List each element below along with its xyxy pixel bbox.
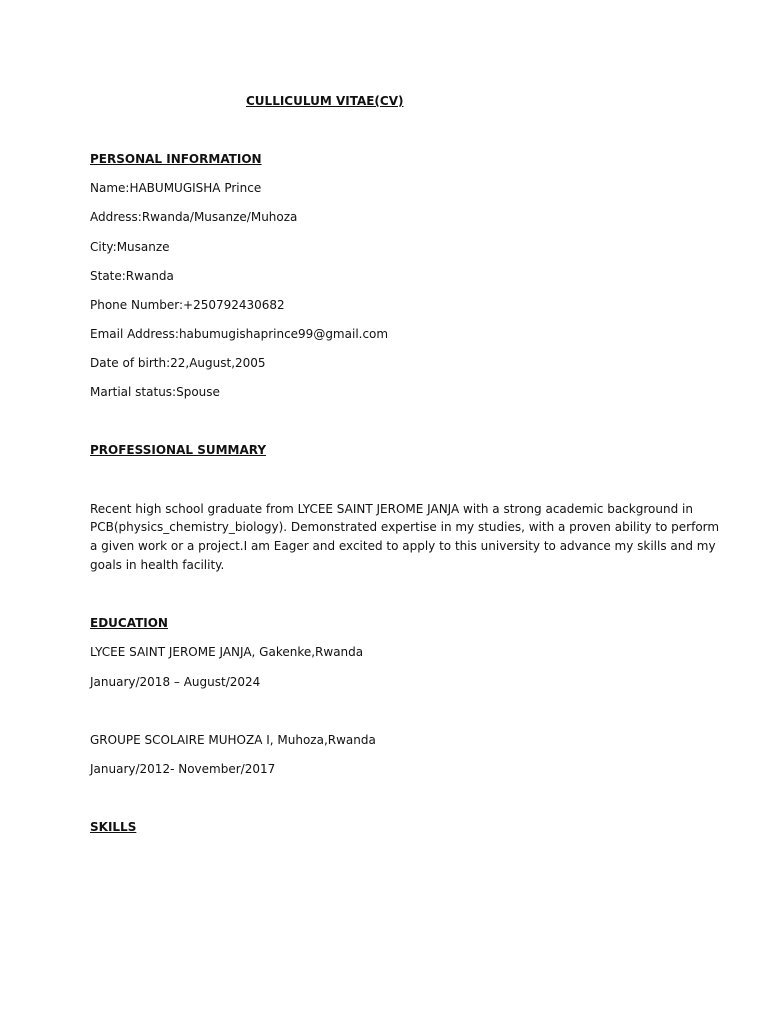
address-line: Address:Rwanda/Musanze/Muhoza — [90, 210, 298, 224]
education-dates: January/2012- November/2017 — [90, 762, 276, 776]
summary-line: Recent high school graduate from LYCEE SAINT JEROME JANJA with a strong academic background in — [90, 502, 693, 516]
personal-information-heading: PERSONAL INFORMATION — [90, 152, 262, 166]
summary-line: PCB(physics_chemistry_biology). Demonstrated expertise in my studies, with a proven ability to perform — [90, 520, 720, 534]
city-line: City:Musanze — [90, 240, 170, 254]
marital-status-line: Martial status:Spouse — [90, 385, 220, 399]
state-line: State:Rwanda — [90, 269, 174, 283]
dob-line: Date of birth:22,August,2005 — [90, 356, 266, 370]
education-school: LYCEE SAINT JEROME JANJA, Gakenke,Rwanda — [90, 645, 364, 659]
summary-line: a given work or a project.I am Eager and excited to apply to this university to advance my skills and my — [90, 539, 716, 553]
professional-summary-heading: PROFESSIONAL SUMMARY — [90, 443, 267, 457]
skills-heading: SKILLS — [90, 820, 137, 834]
phone-line: Phone Number:+250792430682 — [90, 298, 285, 312]
email-line: Email Address:habumugishaprince99@gmail.com — [90, 327, 389, 341]
education-school: GROUPE SCOLAIRE MUHOZA I, Muhoza,Rwanda — [90, 733, 376, 747]
name-line: Name:HABUMUGISHA Prince — [90, 181, 262, 195]
education-heading: EDUCATION — [90, 616, 168, 630]
education-dates: January/2018 – August/2024 — [90, 675, 261, 689]
summary-line: goals in health facility. — [90, 558, 225, 572]
cv-title: CULLICULUM VITAE(CV) — [246, 94, 404, 108]
